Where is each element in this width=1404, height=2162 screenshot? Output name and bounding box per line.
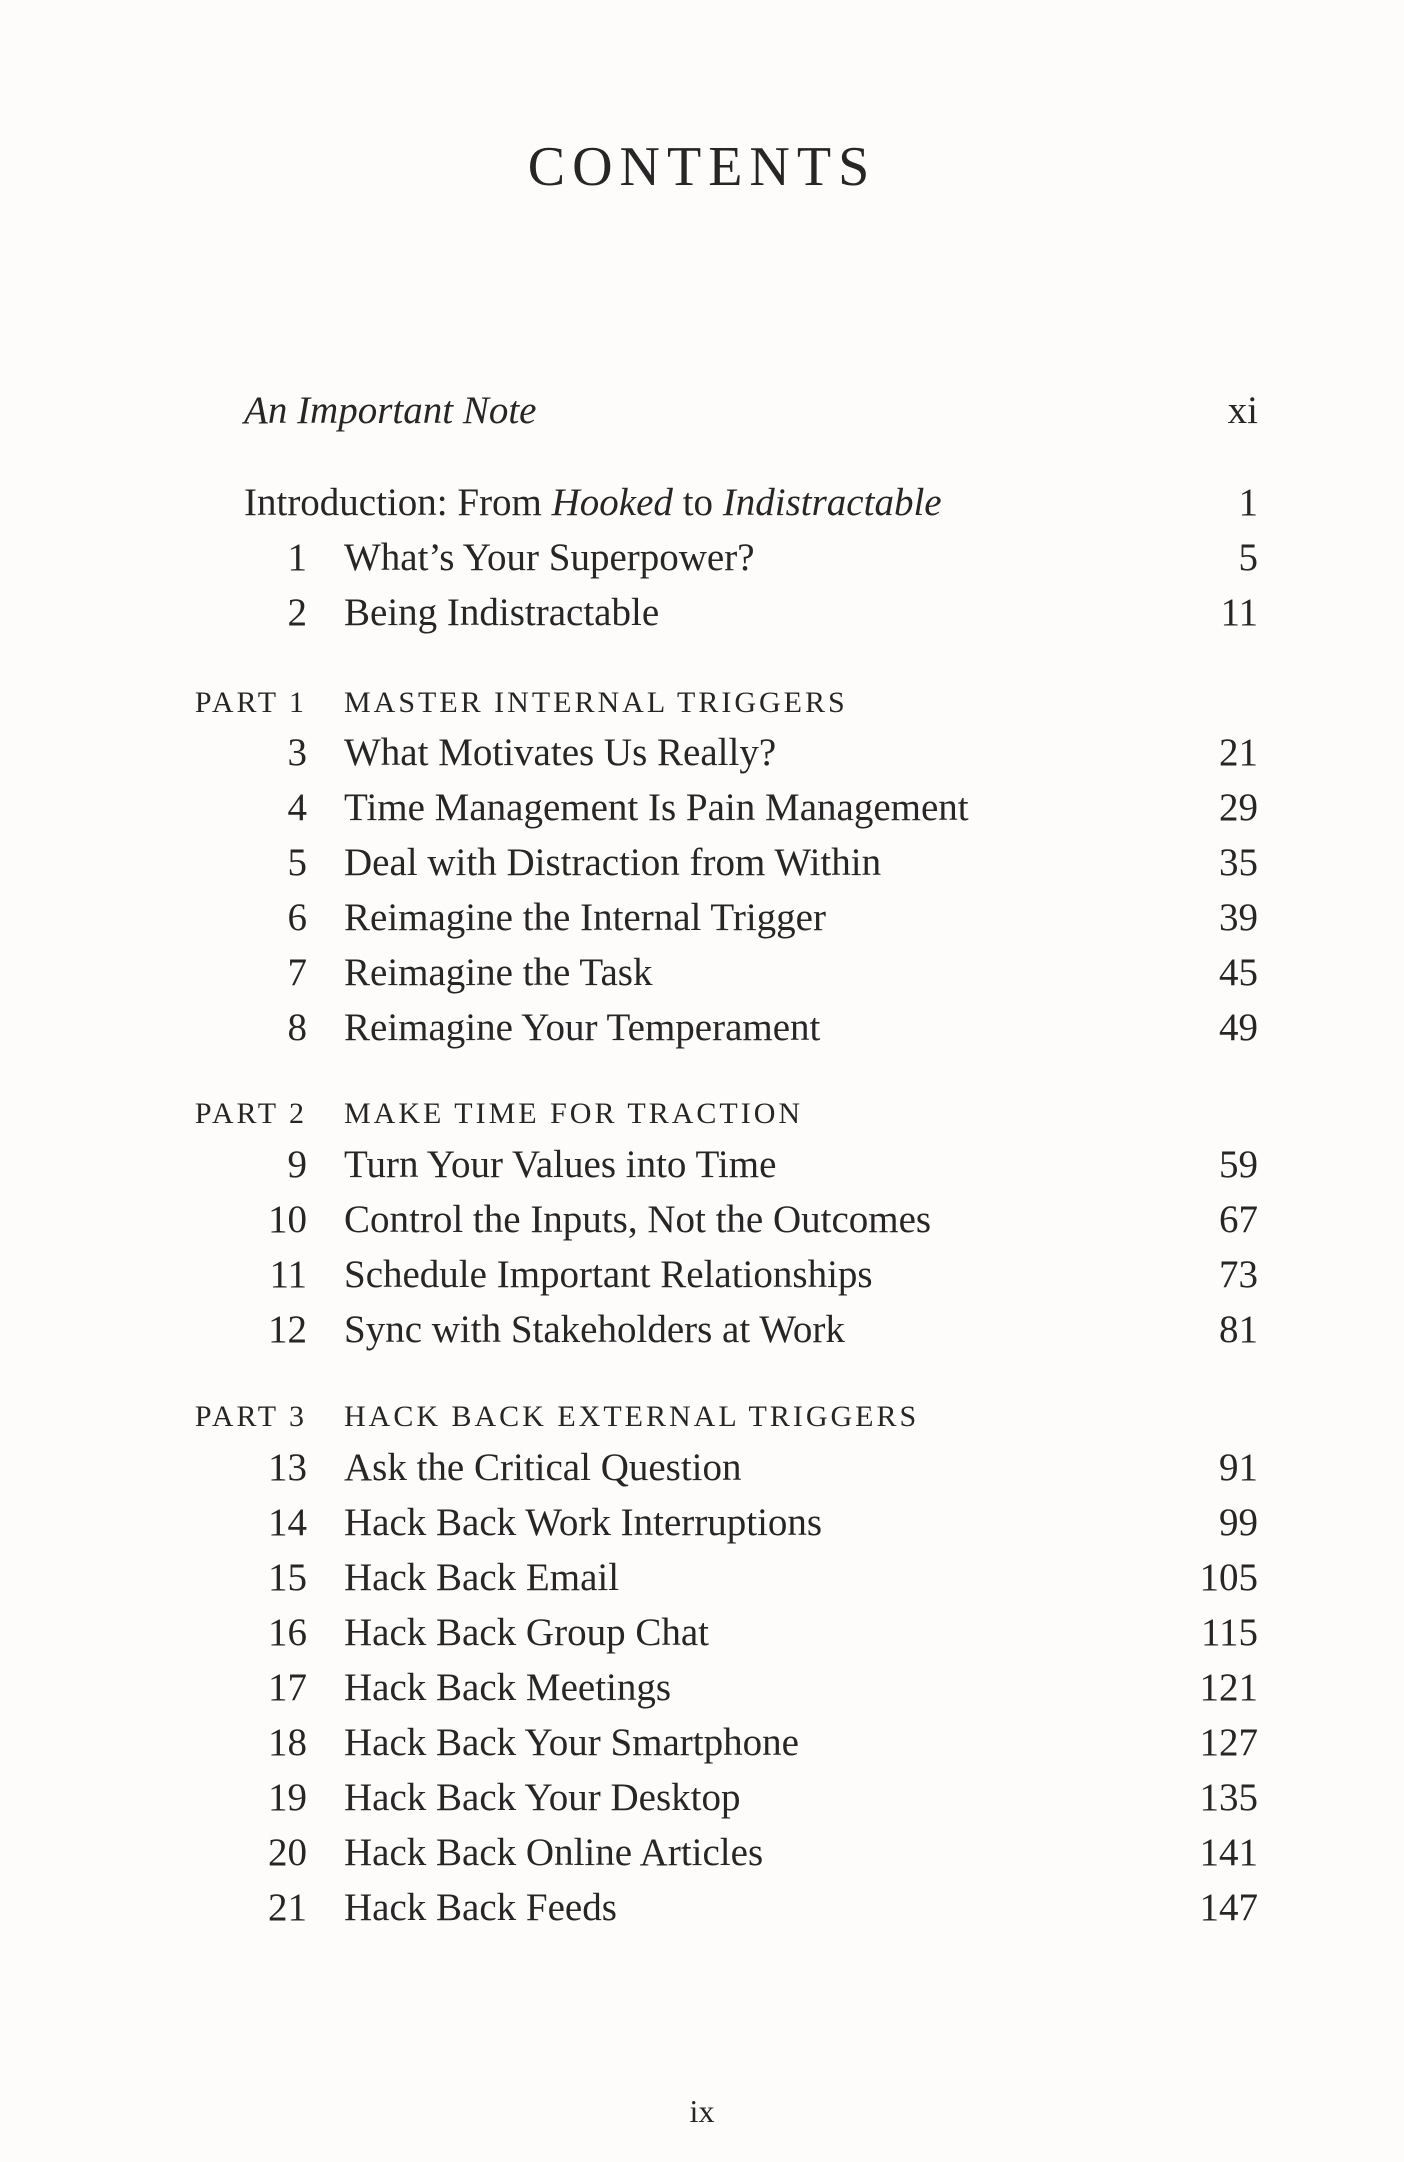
- entry-page: 35: [1219, 841, 1258, 884]
- toc-entry[interactable]: [0, 1197, 1404, 1247]
- toc-entry[interactable]: [0, 1665, 1404, 1715]
- entry-title: Hack Back Online Articles: [344, 1831, 764, 1874]
- entry-title: Deal with Distraction from Within: [344, 841, 882, 884]
- entry-title: Reimagine the Internal Trigger: [344, 896, 826, 939]
- entry-page: 59: [1219, 1143, 1258, 1186]
- entry-title: Hack Back Work Interruptions: [344, 1501, 823, 1544]
- toc-entry[interactable]: [0, 1775, 1404, 1825]
- entry-page: 121: [1199, 1666, 1258, 1709]
- chapter-number: 17: [268, 1666, 307, 1709]
- toc-entry[interactable]: [0, 1005, 1404, 1055]
- part-title: MAKE TIME FOR TRACTION: [344, 1097, 804, 1130]
- chapter-number: 14: [268, 1501, 307, 1544]
- entry-title: Hack Back Feeds: [344, 1886, 617, 1929]
- entry-title: Hack Back Your Smartphone: [344, 1721, 799, 1764]
- toc-entry[interactable]: [0, 1830, 1404, 1880]
- chapter-number: 4: [287, 786, 307, 829]
- chapter-number: 9: [287, 1143, 307, 1186]
- entry-page: 141: [1199, 1831, 1258, 1874]
- toc-entry[interactable]: [0, 1555, 1404, 1605]
- entry-page: xi: [1227, 389, 1258, 432]
- chapter-number: 13: [268, 1446, 307, 1489]
- entry-page: 81: [1219, 1308, 1258, 1351]
- entry-page: 99: [1219, 1501, 1258, 1544]
- entry-title: [244, 480, 942, 525]
- page-title: CONTENTS: [527, 136, 877, 198]
- entry-title: Control the Inputs, Not the Outcomes: [344, 1198, 932, 1241]
- chapter-number: 3: [287, 731, 307, 774]
- chapter-number: 11: [269, 1253, 307, 1296]
- part-label: PART 2: [194, 1097, 307, 1130]
- entry-page: 105: [1199, 1556, 1258, 1599]
- entry-title: Reimagine Your Temperament: [344, 1006, 821, 1049]
- intro-italic-indistractable: Indistractable: [722, 481, 942, 524]
- chapter-number: 7: [287, 951, 307, 994]
- entry-title: Time Management Is Pain Management: [344, 786, 969, 829]
- entry-title: Ask the Critical Question: [344, 1446, 742, 1489]
- part-title: HACK BACK EXTERNAL TRIGGERS: [344, 1400, 920, 1433]
- toc-entry-note[interactable]: [0, 388, 1404, 438]
- entry-page: 29: [1219, 786, 1258, 829]
- toc-entry[interactable]: [0, 730, 1404, 780]
- part-heading[interactable]: [0, 686, 1404, 726]
- toc-entry[interactable]: [0, 1500, 1404, 1550]
- intro-prefix: Introduction: From: [244, 481, 552, 524]
- part-heading[interactable]: [0, 1097, 1404, 1137]
- entry-title: Being Indistractable: [344, 591, 660, 634]
- part-label: PART 1: [194, 686, 307, 719]
- entry-title: An Important Note: [244, 389, 537, 432]
- toc-entry[interactable]: [0, 1720, 1404, 1770]
- intro-italic-hooked: Hooked: [551, 481, 673, 524]
- part-title: MASTER INTERNAL TRIGGERS: [344, 686, 848, 719]
- entry-page: 21: [1219, 731, 1258, 774]
- entry-page: 5: [1238, 536, 1258, 579]
- entry-page: 1: [1238, 481, 1258, 524]
- chapter-number: 1: [287, 536, 307, 579]
- toc-entry[interactable]: [0, 1142, 1404, 1192]
- toc-entry[interactable]: [0, 535, 1404, 585]
- chapter-number: 18: [268, 1721, 307, 1764]
- toc-entry[interactable]: [0, 950, 1404, 1000]
- entry-page: 11: [1220, 591, 1258, 634]
- intro-mid: to: [672, 481, 723, 524]
- toc-entry[interactable]: [0, 1885, 1404, 1935]
- chapter-number: 12: [268, 1308, 307, 1351]
- part-label: PART 3: [194, 1400, 307, 1433]
- chapter-number: 15: [268, 1556, 307, 1599]
- entry-page: 49: [1219, 1006, 1258, 1049]
- entry-title: What Motivates Us Really?: [344, 731, 777, 774]
- toc-entry[interactable]: [0, 895, 1404, 945]
- part-heading[interactable]: [0, 1400, 1404, 1440]
- chapter-number: 5: [287, 841, 307, 884]
- toc-entry-introduction[interactable]: [0, 480, 1404, 530]
- chapter-number: 10: [268, 1198, 307, 1241]
- toc-entry[interactable]: [0, 785, 1404, 835]
- toc-entry[interactable]: [0, 1610, 1404, 1660]
- entry-title: Reimagine the Task: [344, 951, 653, 994]
- chapter-number: 20: [268, 1831, 307, 1874]
- entry-page: 115: [1200, 1611, 1258, 1654]
- chapter-number: 2: [287, 591, 307, 634]
- entry-title: Hack Back Group Chat: [344, 1611, 709, 1654]
- entry-page: 45: [1219, 951, 1258, 994]
- entry-page: 39: [1219, 896, 1258, 939]
- entry-title: Turn Your Values into Time: [344, 1143, 777, 1186]
- entry-page: 91: [1219, 1446, 1258, 1489]
- toc-entry[interactable]: [0, 590, 1404, 640]
- chapter-number: 16: [268, 1611, 307, 1654]
- entry-page: 127: [1199, 1721, 1258, 1764]
- chapter-number: 21: [268, 1886, 307, 1929]
- entry-title: Hack Back Meetings: [344, 1666, 672, 1709]
- entry-page: 67: [1219, 1198, 1258, 1241]
- chapter-number: 19: [268, 1776, 307, 1819]
- entry-title: What’s Your Superpower?: [344, 536, 755, 579]
- toc-entry[interactable]: [0, 1252, 1404, 1302]
- entry-page: 135: [1199, 1776, 1258, 1819]
- chapter-number: 6: [287, 896, 307, 939]
- entry-title: Hack Back Your Desktop: [344, 1776, 741, 1819]
- entry-page: 73: [1219, 1253, 1258, 1296]
- page-folio: ix: [689, 2093, 715, 2129]
- toc-entry[interactable]: [0, 1307, 1404, 1357]
- entry-title: Sync with Stakeholders at Work: [344, 1308, 845, 1351]
- entry-title: Schedule Important Relationships: [344, 1253, 873, 1296]
- chapter-number: 8: [287, 1006, 307, 1049]
- toc-entry[interactable]: [0, 840, 1404, 890]
- toc-entry[interactable]: [0, 1445, 1404, 1495]
- entry-page: 147: [1199, 1886, 1258, 1929]
- entry-title: Hack Back Email: [344, 1556, 620, 1599]
